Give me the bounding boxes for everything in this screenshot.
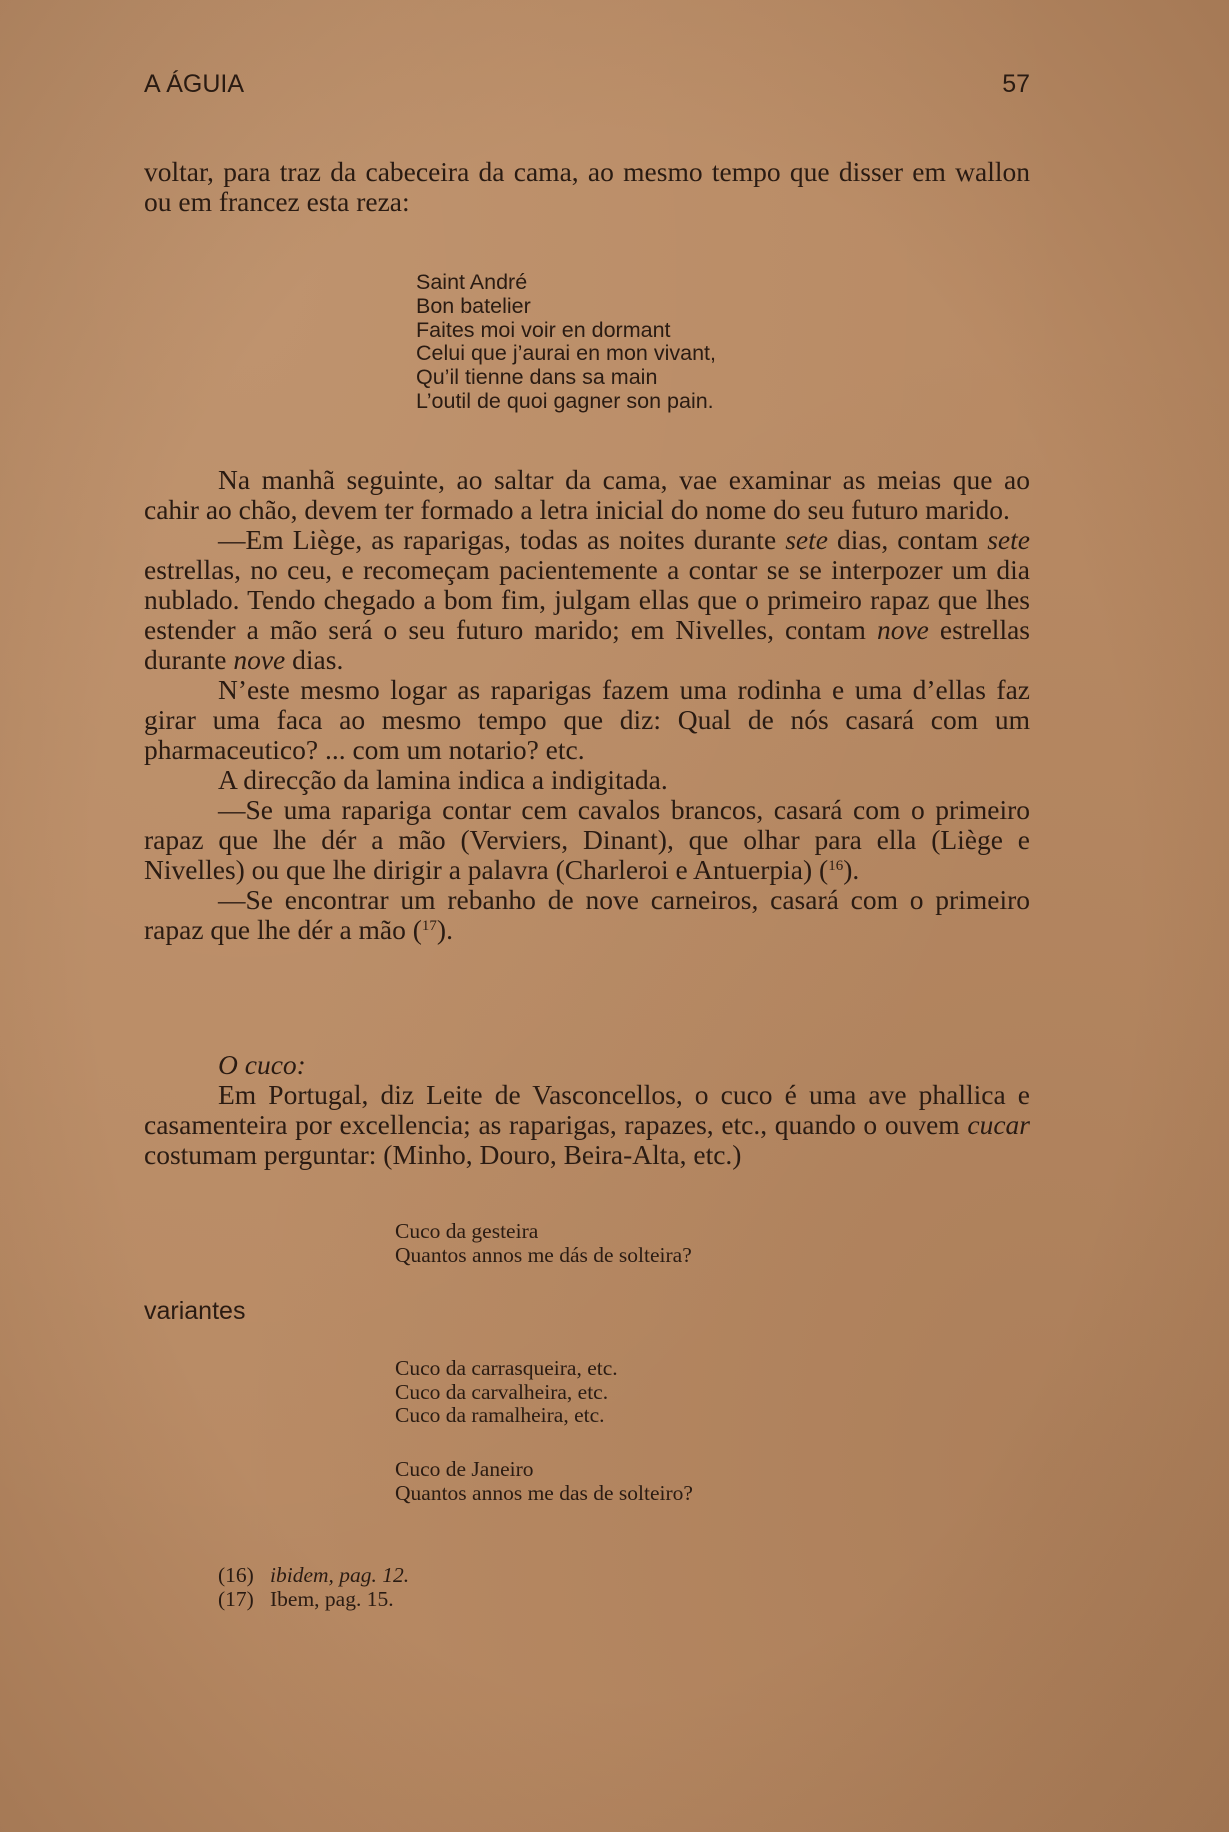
journal-title: A ÁGUIA [144,70,245,98]
paragraph-blade: A direcção da lamina indica a indigitada. [218,764,668,795]
footnote-text: Ibem, pag. 15. [270,1587,394,1611]
paragraph-liege-stars: —Em Liège, as raparigas, todas as noites durante sete dias, contam sete estrellas, no ceu, e recomeçam pacientemente a contar se se interpozer um dia nublado. Tendo chegado a bom fim, julgam ellas que o primeiro rapaz que lhes estender a mão será o seu futuro marido; em Nivelles, contam nove estrellas durante nove dias. [144,524,1030,675]
verse-variants [395,1357,618,1428]
footnote-ref: 17 [421,918,437,934]
paragraph-horses: —Se uma rapariga contar cem cavalos brancos, casará com o primeiro rapaz que lhe dér a mão (Verviers, Dinant), que olhar para ella (Liège e Nivelles) ou que lhe dirigir a palavra (Charleroi e Antuerpia) ($^{16}$). [144,794,1030,885]
footnote-mark: (16) [218,1563,254,1587]
footnote-ref: 16 [828,858,844,874]
paragraph-cuckoo: Em Portugal, diz Leite de Vasconcellos, o cuco é uma ave phallica e casamenteira por excellencia; as raparigas, rapazes, etc., quando o ouvem cucar costumam perguntar: (Minho, Douro, Beira-Alta, etc.) [144,1079,1030,1170]
verse-line: Quantos annos me dás de solteira? [395,1242,692,1267]
footnote [218,1563,409,1587]
cuckoo-verse [395,1220,692,1267]
verse-line: Cuco da carrasqueira, etc. [395,1356,618,1380]
paragraph-sheep: —Se encontrar um rebanho de nove carneiros, casará com o primeiro rapaz que lhe dér a mão ($^{17}$). [144,884,1030,945]
prayer-line: Saint André [416,270,528,294]
footnote-text: ibidem, pag. 12. [270,1563,410,1587]
page-number: 57 [1002,70,1030,98]
prayer-line: Celui que j’aurai en mon vivant, [416,341,716,366]
paragraph-knife: N’este mesmo logar as raparigas fazem uma rodinha e uma d’ellas faz girar uma faca ao mesmo tempo que diz: Qual de nós casará com um pharmaceutico? ... com um notario? etc. [144,674,1030,765]
verse-line: Cuco da gesteira [395,1219,539,1243]
prayer-line: Qu’il tienne dans sa main [416,365,658,390]
section-heading: O cuco: [218,1049,306,1080]
prayer-line: Bon batelier [416,293,531,318]
prayer-line: Faites moi voir en dormant [416,317,671,342]
verse-line: Cuco da ramalheira, etc. [395,1403,605,1427]
prayer-verse [416,271,716,414]
opening-paragraph [144,157,1030,217]
verse-line: Quantos annos me das de solteiro? [395,1480,693,1505]
main-text [144,465,1030,945]
footnotes [218,1563,409,1611]
prayer-line: L’outil de quoi gagner son pain. [416,388,714,413]
variantes-label: variantes [144,1297,246,1325]
running-header [144,70,1030,100]
verse-line: Cuco da carvalheira, etc. [395,1379,609,1404]
footnote [218,1587,409,1611]
cuckoo-section [144,1050,1030,1170]
paragraph-stockings: Na manhã seguinte, ao saltar da cama, vae examinar as meias que ao cahir ao chão, devem ter formado a letra inicial do nome do seu futuro marido. [144,464,1030,525]
verse-line: Cuco de Janeiro [395,1457,534,1481]
footnote-mark: (17) [218,1587,254,1611]
verse-janeiro [395,1458,693,1505]
paragraph-text: voltar, para traz da cabeceira da cama, ao mesmo tempo que disser em wallon ou em francez esta reza: [144,156,1030,217]
